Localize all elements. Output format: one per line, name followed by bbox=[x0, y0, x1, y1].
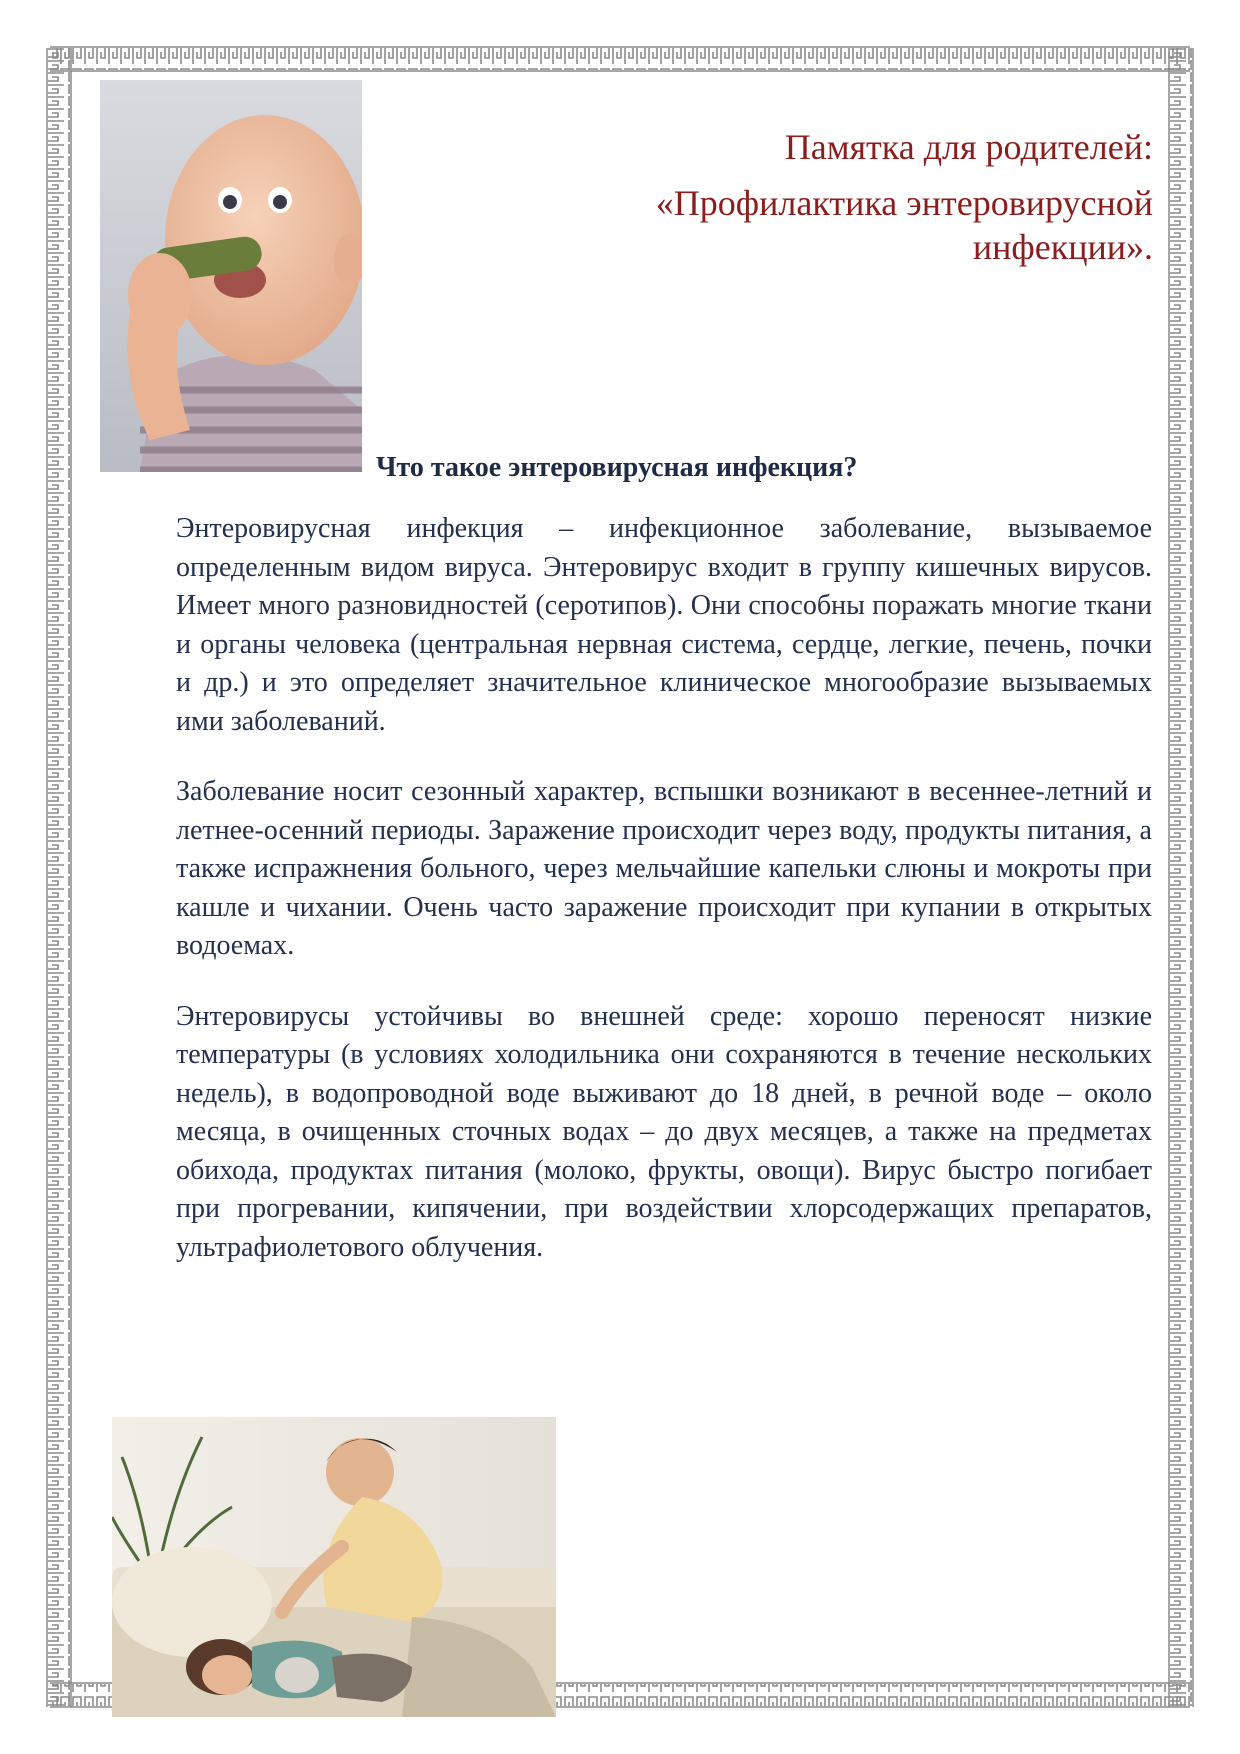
title-line-3: инфекции». bbox=[972, 227, 1153, 267]
paragraph: Заболевание носит сезонный характер, вспышки возникают в весеннее-летний и летнее-осенний периоды. Заражение происходит через воду, продукты питания, а также испражнения больного, через мельчайшие капельки слюны и мокроты при кашле и чихании. Очень часто заражение происходит при купании в открытых водоемах. bbox=[176, 776, 1152, 961]
title-line-1: Памятка для родителей: bbox=[784, 127, 1153, 167]
mother-child-photo bbox=[112, 1417, 556, 1717]
title-line-2: «Профилактика энтеровирусной bbox=[655, 183, 1153, 223]
baby-photo bbox=[100, 80, 362, 472]
paragraph: Энтеровирусы устойчивы во внешней среде: хорошо переносят низкие температуры (в условиях холодильника они сохраняются в течение нескольких недель), в водопроводной воде выживают до 18 дней, в речной воде – около месяца, в очищенных сточных водах – до двух месяцев, а также на предметах обихода, продуктах питания (молоко, фрукты, овощи). Вирус быстро погибает при прогревании, кипячении, при воздействии хлорсодержащих препаратов, ультрафиолетового облучения. bbox=[176, 1000, 1152, 1263]
paragraph: Энтеровирусная инфекция – инфекционное заболевание, вызываемое определенным видом вируса. Энтеровирус входит в группу кишечных вирусов. Имеет много разновидностей (серотипов). Они способны поражать многие ткани и органы человека (центральная нервная система, сердце, легкие, печень, почки и др.) и это определяет значительное клиническое многообразие вызываемых ими заболеваний. bbox=[176, 513, 1152, 737]
body-text bbox=[176, 510, 1152, 1299]
section-heading: Что такое энтеровирусная инфекция? bbox=[376, 452, 858, 483]
document-title bbox=[513, 125, 1153, 269]
